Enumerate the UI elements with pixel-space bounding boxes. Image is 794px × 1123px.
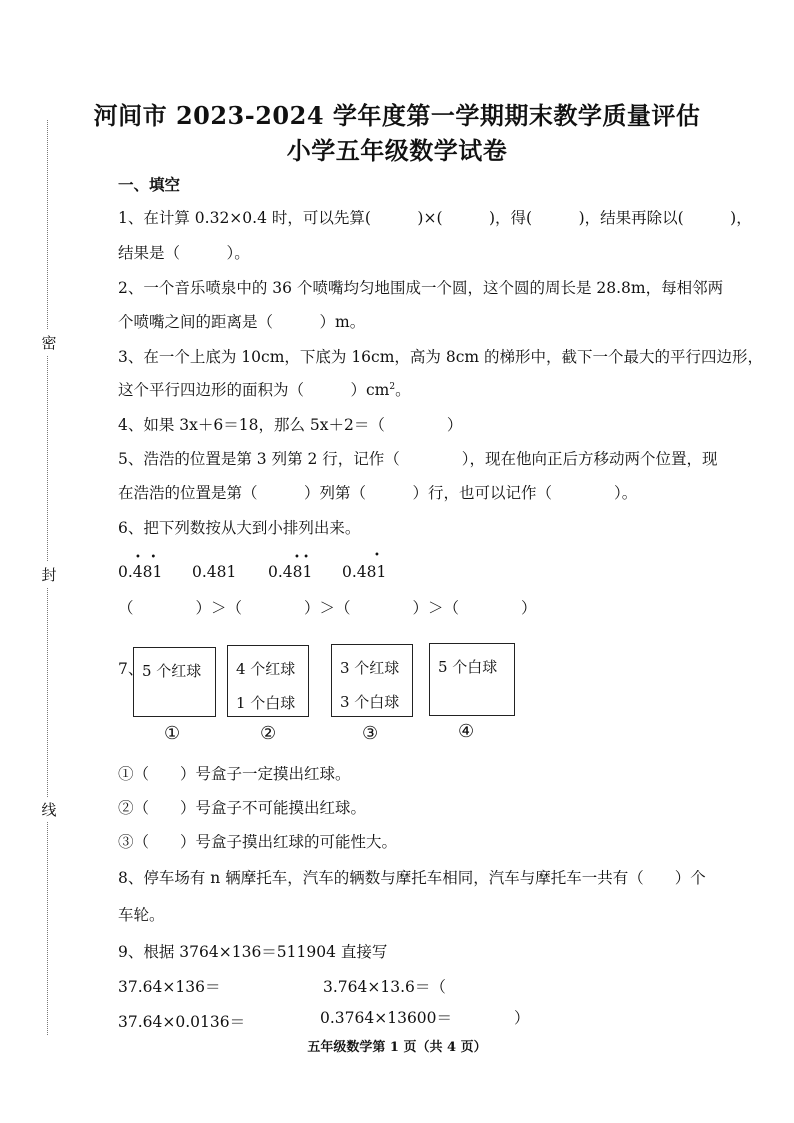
repeating-dots-4: • xyxy=(374,550,380,561)
q3-line2-end: 。 xyxy=(395,381,411,399)
box1-label: ① xyxy=(164,723,181,744)
q4-line1: 4、如果 3x＋6＝18，那么 5x＋2＝（ ） xyxy=(118,416,463,434)
q9-expr-3: 37.64×0.0136＝ xyxy=(118,1013,246,1031)
q9-expr-2: 3.764×13.6＝（ xyxy=(323,978,446,996)
exam-title: 河间市 2023-2024 学年度第一学期期末教学质量评估 xyxy=(93,101,701,130)
q6-number-4: 0.481 xyxy=(342,563,387,581)
q7-prefix: 7、 xyxy=(118,660,144,678)
q6-compare: （ ）＞（ ）＞（ ）＞（ ） xyxy=(118,599,537,617)
q5-line1: 5、浩浩的位置是第 3 列第 2 行，记作（ ），现在他向正后方移动两个位置，现 xyxy=(118,450,718,468)
q2-line2: 个喷嘴之间的距离是（ ）m。 xyxy=(118,313,366,331)
q1-line1: 1、在计算 0.32×0.4 时，可以先算( )×( )，得( )，结果再除以( )， xyxy=(118,209,752,227)
q9-expr-4: 0.3764×13600＝ ） xyxy=(320,1009,530,1027)
repeating-dots-3: • • xyxy=(294,552,309,563)
q6-line1: 6、把下列数按从大到小排列出来。 xyxy=(118,519,361,537)
box4-label: ④ xyxy=(458,721,475,742)
binding-label-mi: 密 xyxy=(40,330,58,355)
exam-subtitle: 小学五年级数学试卷 xyxy=(286,136,508,165)
q3-line2 xyxy=(118,378,411,400)
box4-line1: 5 个白球 xyxy=(438,658,498,676)
q5-line2: 在浩浩的位置是第（ ）列第（ ）行，也可以记作（ ）。 xyxy=(118,484,638,502)
box3-line2: 3 个白球 xyxy=(340,693,400,711)
box2-label: ② xyxy=(260,723,277,744)
q6-number-2: 0.481 xyxy=(192,563,237,581)
q7-answer-2: ②（ ）号盒子不可能摸出红球。 xyxy=(118,799,367,817)
box2-line1: 4 个红球 xyxy=(236,660,296,678)
box3-line1: 3 个红球 xyxy=(340,659,400,677)
section-heading: 一、填空 xyxy=(118,175,181,194)
q9-expr-1: 37.64×136＝ xyxy=(118,978,221,996)
q7-answer-3: ③（ ）号盒子摸出红球的可能性大。 xyxy=(118,833,398,851)
binding-label-feng: 封 xyxy=(40,562,58,587)
page-footer: 五年级数学第 1 页（共 4 页） xyxy=(307,1040,487,1055)
ball-box-3 xyxy=(331,644,413,717)
q6-number-3: 0.481 xyxy=(268,563,313,581)
q1-line2: 结果是（ ）。 xyxy=(118,244,250,262)
q3-line1: 3、在一个上底为 10cm，下底为 16cm，高为 8cm 的梯形中，截下一个最大的平行四边形， xyxy=(118,348,764,366)
q6-number-1: 0.481 xyxy=(118,563,163,581)
box3-label: ③ xyxy=(362,723,379,744)
q8-line2: 车轮。 xyxy=(118,906,165,924)
q7-answer-1: ①（ ）号盒子一定摸出红球。 xyxy=(118,765,351,783)
q9-line1: 9、根据 3764×136＝511904 直接写 xyxy=(118,943,388,961)
box2-line2: 1 个白球 xyxy=(236,694,296,712)
ball-box-4 xyxy=(429,643,515,716)
q2-line1: 2、一个音乐喷泉中的 36 个喷嘴均匀地围成一个圆，这个圆的周长是 28.8m，每相邻两 xyxy=(118,279,724,297)
q3-unit-exponent: 2 xyxy=(389,381,396,392)
q3-line2-text: 这个平行四边形的面积为（ ）cm xyxy=(118,381,390,399)
q8-line1: 8、停车场有 n 辆摩托车，汽车的辆数与摩托车相同，汽车与摩托车一共有（ ）个 xyxy=(118,869,706,887)
ball-box-2 xyxy=(227,645,309,717)
binding-label-xian: 线 xyxy=(40,797,58,822)
ball-box-1 xyxy=(133,647,216,717)
box1-line1: 5 个红球 xyxy=(142,662,202,680)
repeating-dots-1: • • xyxy=(135,552,157,563)
